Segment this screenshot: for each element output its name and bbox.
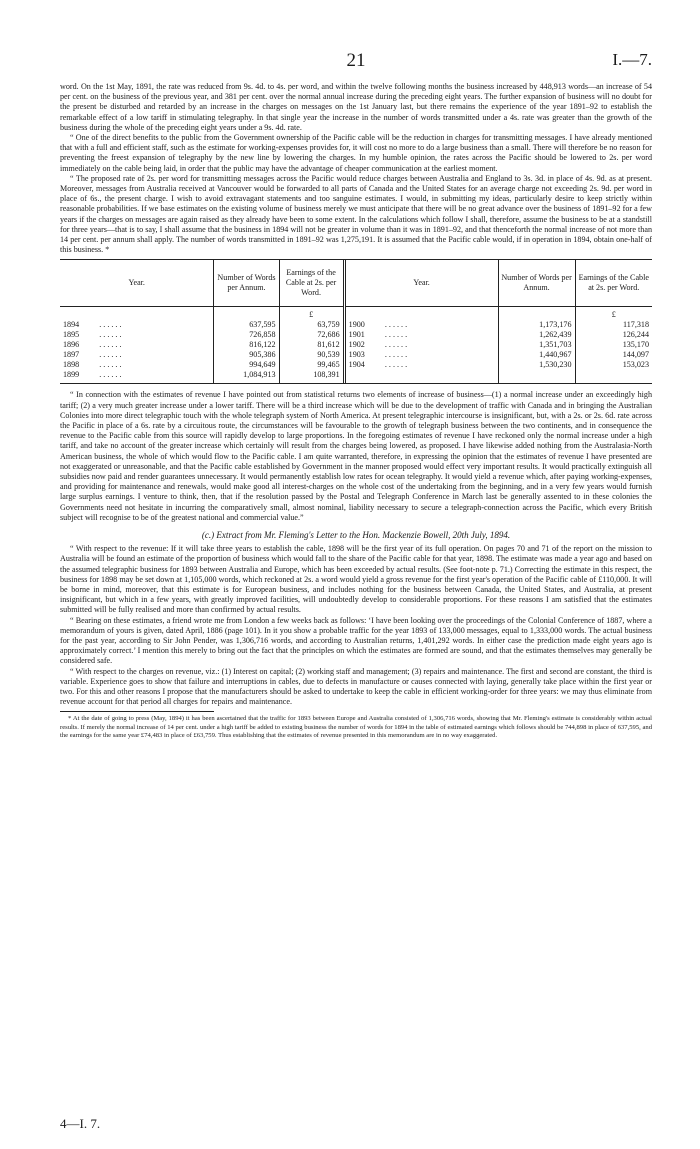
earnings-cell: 81,612 bbox=[279, 340, 344, 350]
earnings-cell: 90,539 bbox=[279, 350, 344, 360]
words-cell: 1,262,439 bbox=[498, 330, 575, 340]
earnings-cell: 126,244 bbox=[575, 330, 652, 340]
table-row: 1895 . . . . . . 726,858 72,686 1901 . . . . . . 1,262,439 126,244 bbox=[60, 330, 652, 340]
paragraph: “ The proposed rate of 2s. per word for transmitting messages across the Pacific would reduce charges between Australia and England to 3s. 3d. in place of 4s. 9d. as at present. Moreover, messages from Australia received at Vancouver would be forwarded to all parts of Canada and the United States for an average charge not exceeding 2s. 9d. per word in place of 6s., the present charge. I wish to avoid extravagant statements and too sanguine estimates. I would, in submitting my ideas, particularly desire to keep strictly within reasonable probabilities. If we base estimates on the existing volume of business merely we must anticipate that there will be no great advance over the business of 1891–92 for a few years if the charges on messages are again raised as they already have been to some extent. In the calculations which follow I shall, therefore, assume the business to be at a standstill for three years—that is to say, I shall assume that the business in 1894 will not be greater in volume than it was in 1891–92, and that thenceforth the normal increase of not more than 14 per cent. per annum shall apply. The number of words transmitted in 1891–92 was 1,275,191. It is assumed that the Pacific cable would, if in operation in 1894, obtain one-half of this business. * bbox=[60, 173, 652, 255]
footnote: * At the date of going to press (May, 1894) it has been ascertained that the traffic for 1893 between Europe and Australia consisted of 1,306,716 words, showing that Mr. Fleming's estimate is considerably within actual results. If merely the normal increase of 14 per cent. under a high tariff be added to existing business the number of words for 1894 in the table of estimated earnings which follows should be 744,898 in place of 637,595, and the earnings for the same year £74,483 in place of £63,759. Thus establishing that the estimates of revenue presented in this memorandum are in no way exaggerated. bbox=[60, 715, 652, 740]
table-row: 1894 . . . . . . 637,595 63,759 1900 . . . . . . 1,173,176 117,318 bbox=[60, 320, 652, 330]
earnings-cell: 108,391 bbox=[279, 370, 344, 383]
earnings-cell: 153,023 bbox=[575, 360, 652, 370]
earnings-cell: 117,318 bbox=[575, 320, 652, 330]
paragraph: word. On the 1st May, 1891, the rate was reduced from 9s. 4d. to 4s. per word, and within the twelve following months the business increased by 448,913 words—an increase of 54 per cent. on the business of the previous year, and 381 per cent. over the normal annual increase during the preceding eight years. The further expansion of business will no doubt for the present be disturbed and retarded by an increase in the charges on messages on the 1st January last, but there remains the experience of the year 1891–92 to establish the remarkable effect of a low tariff in stimulating telegraphy. In that single year the increase in the number of words transmitted under a 4s. rate was greater than the growth of the business during the whole of the preceding eight years under a 9s. 4d. rate. bbox=[60, 82, 652, 132]
signature-mark: 4—I. 7. bbox=[60, 1116, 101, 1131]
currency-unit: £ bbox=[279, 306, 344, 320]
words-cell: 726,858 bbox=[214, 330, 279, 340]
page-number: 21 bbox=[346, 50, 366, 71]
words-cell: 1,351,703 bbox=[498, 340, 575, 350]
header-earnings: Earnings of the Cable at 2s. per Word. bbox=[575, 260, 652, 306]
header-earnings: Earnings of the Cable at 2s. per Word. bbox=[279, 260, 344, 306]
document-reference: I.—7. bbox=[612, 50, 652, 69]
paragraph: “ With respect to the revenue: If it will take three years to establish the cable, 1898 will be the first year of its full operation. On pages 70 and 71 of the report on the mission to Australia will be found an estimate of the proportion of business which would fall to the share of the Pacific cable for that year, 1898. The estimate was made a year ago and based on the assumed telegraphic business for 1893 between Australia and Europe, which has been exceeded by actual results. (See foot-note p. 71.) Correcting the estimate in this respect, the business for 1898 may be set down at 1,105,000 words, which reckoned at 2s. a word would yield a gross revenue for the first year's operation of the Pacific cable of £110,000. It will be borne in mind, moreover, that this estimate is for European business, and includes nothing for the business between Canada, the United States, and Australia, at present insignificant, but which in a few years, with greatly improved facilities, will undoubtedly develop to considerable proportions. For these reasons I am satisfied that the estimates submitted will be fully realised and more than confirmed by actual results. bbox=[60, 544, 652, 615]
year-cell: 1900 bbox=[348, 320, 365, 330]
footnote-divider bbox=[60, 711, 214, 712]
document-body bbox=[60, 82, 652, 741]
words-cell: 994,649 bbox=[214, 360, 279, 370]
year-cell: 1898 bbox=[63, 360, 80, 370]
words-cell: 1,530,230 bbox=[498, 360, 575, 370]
words-cell: 637,595 bbox=[214, 320, 279, 330]
year-cell: 1896 bbox=[63, 340, 80, 350]
year-cell: 1903 bbox=[348, 350, 365, 360]
header-year: Year. bbox=[60, 260, 214, 306]
earnings-cell: 72,686 bbox=[279, 330, 344, 340]
year-cell: 1899 bbox=[63, 370, 80, 380]
paragraph: “ In connection with the estimates of revenue I have pointed out from statistical returns two elements of increase of business—(1) a normal increase under an exceedingly high tariff; (2) a very much greater increase under a lower tariff. There will be a third increase which will be due to the development of traffic with Canada and in bringing the Australian Colonies into more direct telegraphic touch with the whole telegraph system of North America. At present telegraphic intercourse is insignificant, but, with a 2s. or 2s. 6d. rate across the Pacific in place of a 6s. rate by a circuitous route, the circumstances will be favourable to the growth of telegraph business between the two continents, and in consequence the revenue to the Pacific cable from this source will rapidly develop to large proportions. In the foregoing estimates of revenue I have reckoned only the normal increase under a high tariff, and take no account of the greater increase which certainly will result from the charges being lowered, as proposed. I have likewise added nothing from the Australasia-North American business, the whole of which would flow to the Pacific cable. I am quite warranted, therefore, in expressing the opinion that the estimates of revenue I have presented are not exaggerated or unreasonable, and that the Pacific cable established by Government in the manner proposed would effect very important results. It would practically extinguish all subsidies now paid and render guarantees unnecessary. It would permanently establish low rates for ocean telegraphy. It would yield a revenue which, after paying working-expenses, and providing for maintenance and renewals, would make good all interest-charges on the whole cost of the undertaking from the beginning, and in a very few years would furnish large surplus earnings. I venture to think, then, that if the resolution passed by the Postal and Telegraph Conference in March last be generally assented to in these colonies the Governments need not hesitate in incurring the comparatively small, almost nominal, liability necessary to secure a telegraph-connection across the Pacific, which every British subject will recognise to be of the greatest national and commercial value.” bbox=[60, 390, 652, 522]
table-row: 1896 . . . . . . 816,122 81,612 1902 . . . . . . 1,351,703 135,170 bbox=[60, 340, 652, 350]
table-header-row bbox=[60, 260, 652, 306]
earnings-cell: 144,097 bbox=[575, 350, 652, 360]
year-cell: 1901 bbox=[348, 330, 365, 340]
table-row: 1899 . . . . . . 1,084,913 108,391 bbox=[60, 370, 652, 383]
header-year: Year. bbox=[344, 260, 498, 306]
earnings-table bbox=[60, 259, 652, 384]
paragraph: “ Bearing on these estimates, a friend wrote me from London a few weeks back as follows: ‘I have been looking over the proceedings of the Colonial Conference of 1887, where a memorandum of yours is given, dated April, 1886 (page 101). In it you show a probable traffic for the year 1893 of 133,000 messages, equal to 1,333,000 words. The actual business for the past year, according to Sir John Pender, was 1,306,716 words, and according to Australian returns, 1,401,292 words. In either case the prediction made eight years ago is approximately correct.’ I mention this merely to bring out the fact that the principles on which the estimates are formed are sound, and that the estimates themselves may generally be considered safe. bbox=[60, 615, 652, 666]
earnings-cell: 99,465 bbox=[279, 360, 344, 370]
words-cell: 1,173,176 bbox=[498, 320, 575, 330]
paragraph: “ One of the direct benefits to the public from the Government ownership of the Pacific cable will be the reduction in charges for transmitting messages. I have already mentioned that with a full and efficient staff, such as the estimate for working-expenses provides for, it will cost no more to do a large business than a small. There will therefore be no reason for preventing the freest expansion of telegraphy by the new line by lowering the charges. In my humble opinion, the rates across the Pacific should be lowered to 2s. per word immediately on the cable being laid, in order that the public may have the advantage of cheaper communication at the earliest moment. bbox=[60, 133, 652, 173]
section-caption: (c.) Extract from Mr. Fleming's Letter to the Hon. Mackenzie Bowell, 20th July, 1894. bbox=[201, 530, 511, 541]
year-cell: 1895 bbox=[63, 330, 80, 340]
words-cell: 905,386 bbox=[214, 350, 279, 360]
page-header bbox=[60, 50, 652, 72]
table-row: 1897 . . . . . . 905,386 90,539 1903 . . . . . . 1,440,967 144,097 bbox=[60, 350, 652, 360]
words-cell: 816,122 bbox=[214, 340, 279, 350]
year-cell: 1902 bbox=[348, 340, 365, 350]
words-cell: 1,084,913 bbox=[214, 370, 279, 383]
table-row: 1898 . . . . . . 994,649 99,465 1904 . . . . . . 1,530,230 153,023 bbox=[60, 360, 652, 370]
currency-unit: £ bbox=[575, 306, 652, 320]
year-cell: 1904 bbox=[348, 360, 365, 370]
paragraph: “ With respect to the charges on revenue, viz.: (1) Interest on capital; (2) working staff and management; (3) repairs and maintenance. The first and second are constant, the third is variable. Experience goes to show that failure and interruptions in cables, due to defects in manufacture or causes connected with laying, generally take place within the first year or two. For this and other reasons I propose that the manufacturers should be asked to undertake to keep the cable in efficient working-order for three years: we may thus eliminate from revenue account for that period all charges for repairs and maintenance. bbox=[60, 666, 652, 707]
year-cell: 1894 bbox=[63, 320, 80, 330]
year-cell: 1897 bbox=[63, 350, 80, 360]
header-words: Number of Words per Annum. bbox=[214, 260, 279, 306]
earnings-cell: 63,759 bbox=[279, 320, 344, 330]
earnings-cell: 135,170 bbox=[575, 340, 652, 350]
unit-row bbox=[60, 306, 652, 320]
header-words: Number of Words per Annum. bbox=[498, 260, 575, 306]
words-cell: 1,440,967 bbox=[498, 350, 575, 360]
